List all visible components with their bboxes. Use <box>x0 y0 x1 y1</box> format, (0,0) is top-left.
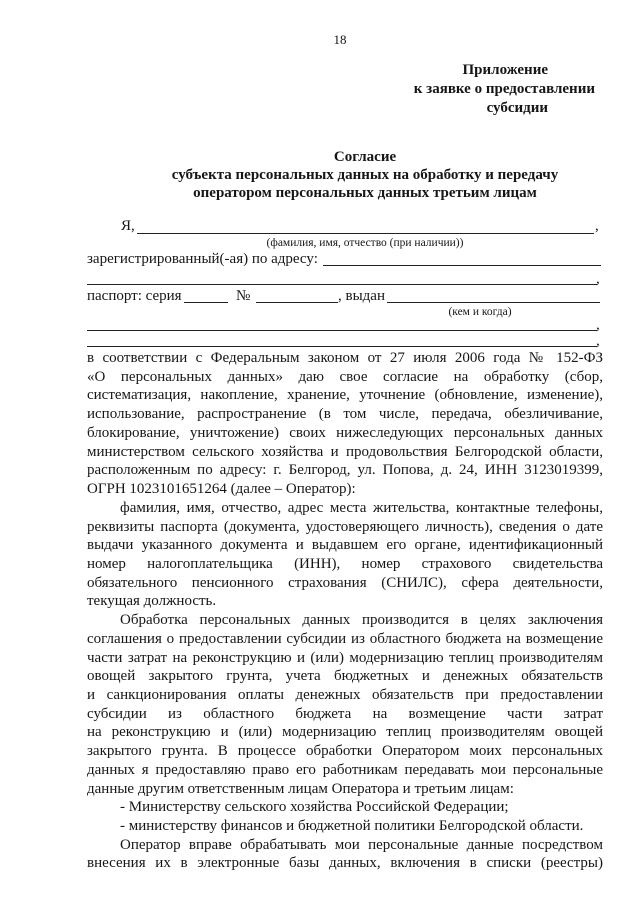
label-passport-series: паспорт: серия <box>87 288 182 304</box>
body-line: части затрат на реконструкцию и (или) модернизацию теплиц производителям <box>87 649 603 666</box>
blank-address-2 <box>87 284 597 285</box>
blank-address-1 <box>323 265 601 266</box>
body-line: блокирование, уничтожение) своих нижеследующих персональных данных <box>87 424 603 441</box>
label-i: Я, <box>121 218 135 234</box>
label-issued: , выдан <box>338 288 385 304</box>
body-line: овощей закрытого грунта, учета бюджетных и денежных обязательств <box>87 668 603 685</box>
hint-fullname: (фамилия, имя, отчество (при наличии)) <box>266 237 464 249</box>
blank-issued-by <box>387 302 600 303</box>
label-registered: зарегистрированный(-ая) по адресу: <box>87 251 318 267</box>
appendix-subtitle-line1: к заявке о предоставлении <box>413 81 595 97</box>
body-line: субсидии из областного бюджета на возмещение части затрат <box>87 705 603 722</box>
body-line: фамилия, имя, отчество, адрес места жительства, контактные телефоны, <box>120 499 603 516</box>
body-line: министерством сельского хозяйства и продовольствия Белгородской области, <box>87 443 603 460</box>
hint-issued-by: (кем и когда) <box>448 306 512 318</box>
body-line: выдачи указанного документа и выдавшем его органе, идентификационный <box>87 537 603 554</box>
body-line: использование, распространение (в том числе, передача, обезличивание, <box>87 406 603 423</box>
body-line: реквизиты паспорта (документа, удостоверяющего личность), сведения о дате <box>87 518 603 535</box>
document-subtitle-line2: оператором персональных данных третьим лицам <box>193 185 537 201</box>
body-line: данные другим ответственным лицам Оператора и третьим лицам: <box>87 780 514 797</box>
body-line: и санкционирования оплаты денежных обязательств при предоставлении <box>87 687 603 703</box>
blank-passport-series <box>184 302 228 303</box>
body-line: соглашения о предоставлении субсидии из областного бюджета на возмещение <box>87 630 603 647</box>
body-line: номер налогоплательщика (ИНН), номер страхового свидетельства <box>87 555 603 572</box>
body-line: в соответствии с Федеральным законом от 27 июля 2006 года № 152-ФЗ <box>87 350 603 366</box>
body-line: - министерству финансов и бюджетной политики Белгородской области. <box>120 818 584 834</box>
body-line: Оператор вправе обрабатывать мои персональные данные посредством <box>120 836 603 853</box>
body-line: текущая должность. <box>87 593 217 610</box>
body-line: внесения их в электронные базы данных, включения в списки (реестры) <box>87 855 603 872</box>
document-title: Согласие <box>333 149 397 165</box>
blank-issued-by-2 <box>87 330 597 331</box>
body-line: на реконструкцию и (или) модернизацию теплиц производителям овощей <box>87 724 603 741</box>
page-number: 18 <box>333 32 347 47</box>
body-line: обязательного пенсионного страхования (СНИЛС), сфера деятельности, <box>87 574 603 591</box>
punct-comma-3: , <box>596 317 600 333</box>
body-line: Обработка персональных данных производится в целях заключения <box>120 612 603 629</box>
blank-fullname <box>137 233 594 234</box>
body-line: - Министерству сельского хозяйства Российской Федерации; <box>120 799 509 816</box>
body-line: систематизация, накопление, хранение, уточнение (обновление, изменение), <box>87 387 603 404</box>
label-number-sign: № <box>236 288 251 304</box>
punct-comma-4: , <box>596 333 600 349</box>
blank-passport-number <box>256 302 338 303</box>
body-line: расположенным по адресу: г. Белгород, ул. Попова, д. 24, ИНН 3123019399, <box>87 462 603 479</box>
body-line: «О персональных данных» даю свое согласие на обработку (сбор, <box>87 368 603 385</box>
blank-issued-by-3 <box>87 346 597 347</box>
document-subtitle-line1: субъекта персональных данных на обработку и передачу <box>171 167 559 183</box>
appendix-subtitle-line2: субсидии <box>486 100 548 116</box>
body-line: ОГРН 1023101651264 (далее – Оператор): <box>87 481 356 497</box>
body-line: закрытого грунта. В процессе обработки Оператором моих персональных <box>87 743 603 760</box>
appendix-title: Приложение <box>462 62 548 78</box>
punct-comma-1: , <box>595 218 599 234</box>
punct-comma-2: , <box>596 271 600 287</box>
body-line: данных я предоставляю право его работникам передавать мои персональные <box>87 761 603 778</box>
